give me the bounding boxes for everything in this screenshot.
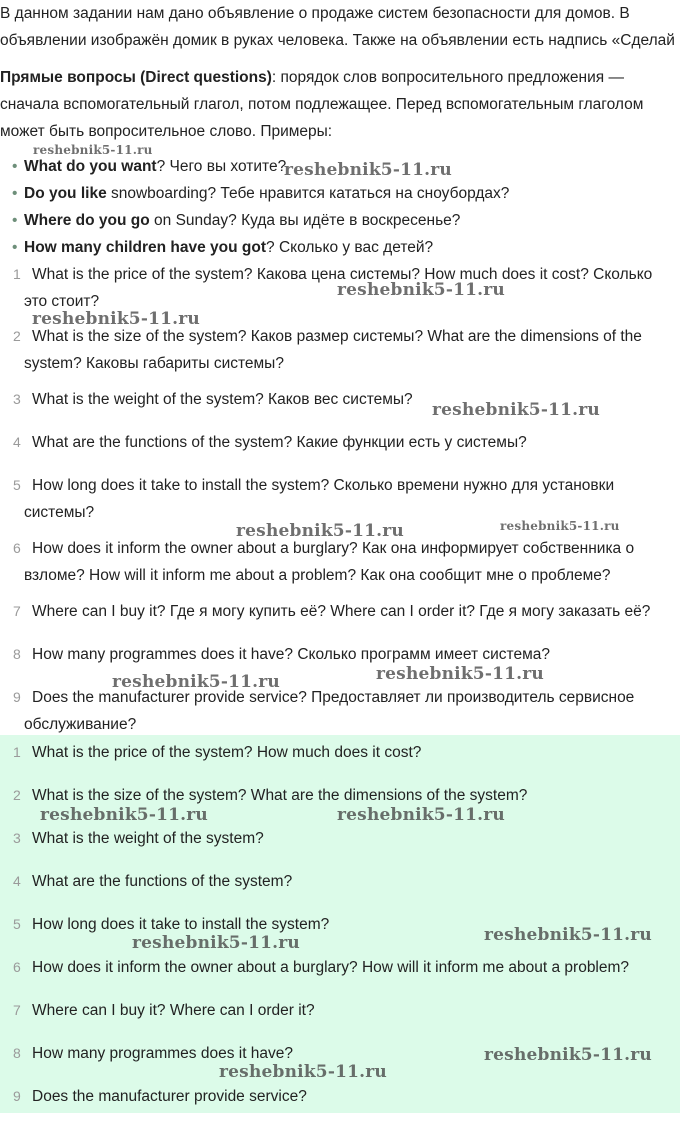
item-text: How long does it take to install the system? — [32, 916, 330, 933]
item-text: Where can I buy it? Where can I order it? — [32, 1002, 315, 1019]
example-bold: How many children have you got — [24, 239, 267, 256]
item-number: 3 — [13, 391, 21, 407]
item-text: How many programmes does it have? Сколько программ имеет система? — [32, 646, 550, 663]
example-rest: on Sunday? Куда вы идёте в воскресенье? — [149, 212, 461, 229]
item-number: 5 — [13, 916, 21, 932]
item-number: 5 — [13, 477, 21, 493]
watermark: reshebnik5-11.ru — [132, 933, 300, 953]
watermark: reshebnik5-11.ru — [112, 672, 280, 692]
item-text: How long does it take to install the system? Сколько времени нужно для установки системы? — [24, 477, 615, 521]
item-text: What is the size of the system? Каков размер системы? What are the dimensions of the system? Каковы габариты системы? — [24, 328, 642, 372]
item-text: What are the functions of the system? Какие функции есть у системы? — [32, 434, 527, 451]
item-number: 9 — [13, 1088, 21, 1104]
item-number: 4 — [13, 873, 21, 889]
watermark: reshebnik5-11.ru — [484, 925, 652, 945]
watermark: reshebnik5-11.ru — [432, 400, 600, 420]
watermark: reshebnik5-11.ru — [33, 143, 153, 157]
watermark: reshebnik5-11.ru — [32, 309, 200, 329]
item-text: What is the weight of the system? — [32, 830, 264, 847]
watermark: reshebnik5-11.ru — [284, 160, 452, 180]
item-number: 4 — [13, 434, 21, 450]
item-number: 9 — [13, 689, 21, 705]
item-number: 1 — [13, 744, 21, 760]
watermark: reshebnik5-11.ru — [500, 519, 620, 533]
list-item — [0, 641, 676, 668]
item-number: 2 — [13, 328, 21, 344]
item-number: 2 — [13, 787, 21, 803]
watermark: reshebnik5-11.ru — [484, 1045, 652, 1065]
example-bold: Do you like — [24, 185, 107, 202]
example-bold: What do you want — [24, 158, 157, 175]
item-text: What is the size of the system? What are the dimensions of the system? — [32, 787, 528, 804]
watermark: reshebnik5-11.ru — [376, 664, 544, 684]
example-rest: ? Чего вы хотите? — [156, 158, 287, 175]
example-item — [0, 207, 676, 234]
item-number: 6 — [13, 959, 21, 975]
watermark: reshebnik5-11.ru — [337, 280, 505, 300]
direct-questions-term: Прямые вопросы (Direct questions) — [0, 69, 272, 86]
example-rest: ? Сколько у вас детей? — [266, 239, 434, 256]
item-text: What is the price of the system? How much does it cost? — [32, 744, 422, 761]
item-text: What is the price of the system? Какова цена системы? How much does it cost? Сколько это стоит? — [24, 266, 653, 310]
item-text: How does it inform the owner about a burglary? How will it inform me about a problem? — [32, 959, 630, 976]
list-item — [0, 429, 676, 456]
item-number: 7 — [13, 1002, 21, 1018]
list-item — [0, 684, 676, 738]
example-item — [0, 234, 676, 261]
list-item — [0, 954, 676, 981]
item-number: 1 — [13, 266, 21, 282]
direct-questions-rule — [0, 64, 676, 145]
item-number: 8 — [13, 1045, 21, 1061]
example-rest: snowboarding? Тебе нравится кататься на сноубордах? — [106, 185, 510, 202]
example-item — [0, 180, 676, 207]
watermark: reshebnik5-11.ru — [236, 521, 404, 541]
intro-paragraph — [0, 0, 676, 60]
item-number: 8 — [13, 646, 21, 662]
list-item — [0, 868, 676, 895]
example-bold: Where do you go — [24, 212, 150, 229]
item-text: Where can I buy it? Где я могу купить её? Where can I order it? Где я могу заказать её? — [32, 603, 651, 620]
direct-questions-explanation: : порядок слов вопросительного предложения — сначала вспомогательный глагол, потом подлежащее. Перед вспомогательным глаголом может быть вопросительное слово. Примеры: — [0, 69, 644, 140]
item-text: What is the weight of the system? Каков вес системы? — [32, 391, 413, 408]
item-text: Does the manufacturer provide service? Предоставляет ли производитель сервисное обслуживание? — [24, 689, 635, 733]
list-item — [0, 598, 676, 625]
list-item — [0, 825, 676, 852]
watermark: reshebnik5-11.ru — [40, 805, 208, 825]
list-item — [0, 1083, 676, 1110]
item-text: What are the functions of the system? — [32, 873, 293, 890]
item-number: 6 — [13, 540, 21, 556]
list-item — [0, 739, 676, 766]
list-item — [0, 997, 676, 1024]
watermark: reshebnik5-11.ru — [337, 805, 505, 825]
item-text: How many programmes does it have? — [32, 1045, 294, 1062]
watermark: reshebnik5-11.ru — [219, 1062, 387, 1082]
item-text: Does the manufacturer provide service? — [32, 1088, 307, 1105]
item-number: 3 — [13, 830, 21, 846]
item-text: How does it inform the owner about a burglary? Как она информирует собственника о взломе? How will it inform me about a problem? Как она сообщит мне о проблеме? — [24, 540, 635, 584]
intro-text: В данном задании нам дано объявление о продаже систем безопасности для домов. В объявлении изображён домик в руках человека. Также на объявлении есть надпись «Сделай — [0, 5, 675, 49]
item-number: 7 — [13, 603, 21, 619]
